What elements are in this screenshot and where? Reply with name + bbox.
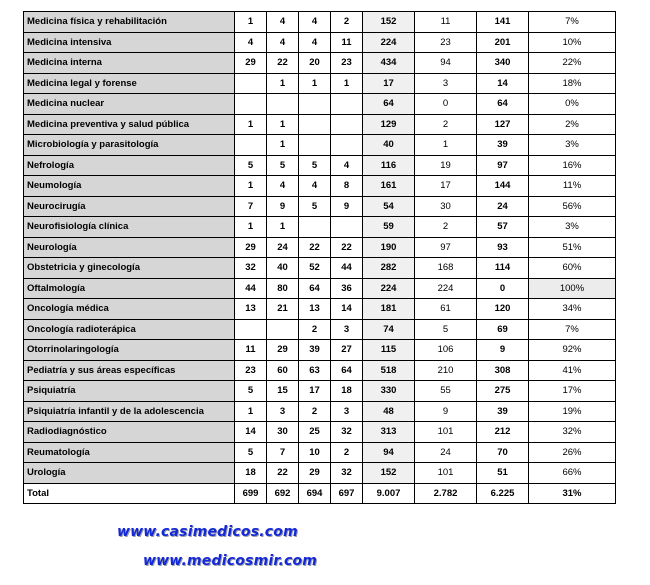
cell-col-5: 48	[363, 401, 415, 422]
cell-col-5: 161	[363, 176, 415, 197]
cell-col-6: 19	[415, 155, 477, 176]
cell-col-1	[235, 135, 267, 156]
cell-col-5: 94	[363, 442, 415, 463]
table-row	[24, 278, 616, 299]
cell-col-2: 9	[267, 196, 299, 217]
cell-col-1: 29	[235, 237, 267, 258]
cell-col-6: 0	[415, 94, 477, 115]
cell-col-1	[235, 73, 267, 94]
specialty-name: Psiquiatría infantil y de la adolescencia	[24, 401, 235, 422]
specialty-name: Nefrología	[24, 155, 235, 176]
cell-col-4: 44	[331, 258, 363, 279]
cell-col-8: 3%	[529, 217, 616, 238]
cell-col-7: 24	[477, 196, 529, 217]
cell-col-6: 30	[415, 196, 477, 217]
cell-col-2: 692	[267, 483, 299, 504]
cell-col-4: 64	[331, 360, 363, 381]
cell-col-4: 9	[331, 196, 363, 217]
cell-col-3: 22	[299, 237, 331, 258]
cell-col-3: 4	[299, 32, 331, 53]
cell-col-7: 51	[477, 463, 529, 484]
cell-col-8: 31%	[529, 483, 616, 504]
cell-col-2: 30	[267, 422, 299, 443]
cell-col-8: 92%	[529, 340, 616, 361]
cell-col-1: 1	[235, 12, 267, 33]
cell-col-3: 29	[299, 463, 331, 484]
cell-col-1: 1	[235, 114, 267, 135]
cell-col-8: 56%	[529, 196, 616, 217]
cell-col-4: 22	[331, 237, 363, 258]
cell-col-1: 14	[235, 422, 267, 443]
cell-col-6: 3	[415, 73, 477, 94]
table-row	[24, 176, 616, 197]
cell-col-8: 17%	[529, 381, 616, 402]
cell-col-3: 39	[299, 340, 331, 361]
cell-col-6: 5	[415, 319, 477, 340]
cell-col-7: 93	[477, 237, 529, 258]
cell-col-7: 70	[477, 442, 529, 463]
cell-col-4: 36	[331, 278, 363, 299]
cell-col-6: 97	[415, 237, 477, 258]
cell-col-4: 3	[331, 319, 363, 340]
cell-col-2: 60	[267, 360, 299, 381]
cell-col-8: 41%	[529, 360, 616, 381]
cell-col-8: 16%	[529, 155, 616, 176]
specialty-name: Pediatría y sus áreas específicas	[24, 360, 235, 381]
cell-col-4	[331, 135, 363, 156]
cell-col-2: 4	[267, 12, 299, 33]
specialty-name: Medicina física y rehabilitación	[24, 12, 235, 33]
cell-col-1: 29	[235, 53, 267, 74]
cell-col-2: 29	[267, 340, 299, 361]
cell-col-1: 4	[235, 32, 267, 53]
cell-col-3	[299, 114, 331, 135]
table-row	[24, 155, 616, 176]
cell-col-5: 116	[363, 155, 415, 176]
cell-col-5: 282	[363, 258, 415, 279]
cell-col-6: 2	[415, 217, 477, 238]
cell-col-7: 340	[477, 53, 529, 74]
cell-col-8: 66%	[529, 463, 616, 484]
cell-col-6: 9	[415, 401, 477, 422]
cell-col-2: 1	[267, 217, 299, 238]
cell-col-7: 120	[477, 299, 529, 320]
cell-col-3: 63	[299, 360, 331, 381]
cell-col-2: 5	[267, 155, 299, 176]
cell-col-8: 7%	[529, 12, 616, 33]
cell-col-3: 10	[299, 442, 331, 463]
cell-col-7: 114	[477, 258, 529, 279]
cell-col-7: 9	[477, 340, 529, 361]
table-row	[24, 340, 616, 361]
cell-col-5: 152	[363, 463, 415, 484]
table-row	[24, 463, 616, 484]
table-row	[24, 94, 616, 115]
cell-col-7: 39	[477, 135, 529, 156]
cell-col-7: 14	[477, 73, 529, 94]
cell-col-1: 1	[235, 217, 267, 238]
cell-col-6: 106	[415, 340, 477, 361]
cell-col-6: 101	[415, 463, 477, 484]
cell-col-2: 7	[267, 442, 299, 463]
cell-col-2: 22	[267, 463, 299, 484]
cell-col-1: 23	[235, 360, 267, 381]
cell-col-7: 144	[477, 176, 529, 197]
cell-col-2: 15	[267, 381, 299, 402]
cell-col-3: 64	[299, 278, 331, 299]
specialty-name: Oncología médica	[24, 299, 235, 320]
cell-col-2: 80	[267, 278, 299, 299]
cell-col-1: 699	[235, 483, 267, 504]
table-row	[24, 12, 616, 33]
cell-col-8: 11%	[529, 176, 616, 197]
cell-col-5: 115	[363, 340, 415, 361]
cell-col-8: 32%	[529, 422, 616, 443]
specialty-name: Medicina intensiva	[24, 32, 235, 53]
table-row	[24, 401, 616, 422]
specialty-name: Microbiología y parasitología	[24, 135, 235, 156]
cell-col-7: 0	[477, 278, 529, 299]
cell-col-3: 4	[299, 176, 331, 197]
cell-col-4: 4	[331, 155, 363, 176]
cell-col-8: 18%	[529, 73, 616, 94]
table-row	[24, 217, 616, 238]
specialty-name: Radiodiagnóstico	[24, 422, 235, 443]
cell-col-7: 97	[477, 155, 529, 176]
cell-col-3: 17	[299, 381, 331, 402]
cell-col-5: 152	[363, 12, 415, 33]
cell-col-8: 51%	[529, 237, 616, 258]
cell-col-7: 127	[477, 114, 529, 135]
specialty-name: Medicina interna	[24, 53, 235, 74]
specialty-name: Reumatología	[24, 442, 235, 463]
cell-col-4: 18	[331, 381, 363, 402]
cell-col-7: 308	[477, 360, 529, 381]
table-row	[24, 360, 616, 381]
cell-col-4: 11	[331, 32, 363, 53]
specialty-name: Neurofisiología clínica	[24, 217, 235, 238]
cell-col-6: 224	[415, 278, 477, 299]
cell-col-6: 17	[415, 176, 477, 197]
cell-col-2: 21	[267, 299, 299, 320]
cell-col-3: 25	[299, 422, 331, 443]
cell-col-1: 18	[235, 463, 267, 484]
watermark-medicosmir[interactable]: www.medicosmir.com	[143, 553, 318, 569]
table-row	[24, 258, 616, 279]
cell-col-4: 32	[331, 422, 363, 443]
cell-col-7: 6.225	[477, 483, 529, 504]
table-row	[24, 196, 616, 217]
cell-col-1: 1	[235, 401, 267, 422]
cell-col-4: 32	[331, 463, 363, 484]
cell-col-5: 190	[363, 237, 415, 258]
cell-col-6: 2.782	[415, 483, 477, 504]
cell-col-2: 40	[267, 258, 299, 279]
cell-col-4: 23	[331, 53, 363, 74]
table-row	[24, 237, 616, 258]
cell-col-8: 2%	[529, 114, 616, 135]
cell-col-1: 5	[235, 381, 267, 402]
specialty-name: Medicina preventiva y salud pública	[24, 114, 235, 135]
cell-col-6: 210	[415, 360, 477, 381]
cell-col-3: 2	[299, 401, 331, 422]
cell-col-1: 11	[235, 340, 267, 361]
cell-col-6: 24	[415, 442, 477, 463]
cell-col-8: 19%	[529, 401, 616, 422]
cell-col-4: 2	[331, 12, 363, 33]
cell-col-3: 13	[299, 299, 331, 320]
cell-col-3	[299, 135, 331, 156]
cell-col-4: 14	[331, 299, 363, 320]
cell-col-5: 74	[363, 319, 415, 340]
cell-col-2: 4	[267, 176, 299, 197]
cell-col-8: 100%	[529, 278, 616, 299]
table-row	[24, 319, 616, 340]
cell-col-5: 330	[363, 381, 415, 402]
table-row	[24, 73, 616, 94]
cell-col-6: 168	[415, 258, 477, 279]
watermark-casimedicos[interactable]: www.casimedicos.com	[117, 524, 298, 540]
cell-col-4: 697	[331, 483, 363, 504]
cell-col-3	[299, 217, 331, 238]
cell-col-5: 434	[363, 53, 415, 74]
cell-col-3: 694	[299, 483, 331, 504]
cell-col-5: 9.007	[363, 483, 415, 504]
cell-col-2: 1	[267, 114, 299, 135]
specialty-name: Neumología	[24, 176, 235, 197]
cell-col-3: 1	[299, 73, 331, 94]
cell-col-4: 8	[331, 176, 363, 197]
cell-col-3: 20	[299, 53, 331, 74]
cell-col-6: 94	[415, 53, 477, 74]
specialty-name: Oftalmología	[24, 278, 235, 299]
cell-col-1: 5	[235, 155, 267, 176]
cell-col-1: 1	[235, 176, 267, 197]
cell-col-5: 40	[363, 135, 415, 156]
specialty-name: Medicina legal y forense	[24, 73, 235, 94]
cell-col-2: 1	[267, 135, 299, 156]
cell-col-5: 518	[363, 360, 415, 381]
cell-col-8: 7%	[529, 319, 616, 340]
cell-col-3: 52	[299, 258, 331, 279]
cell-col-4	[331, 217, 363, 238]
specialties-table	[23, 11, 616, 504]
table-row	[24, 422, 616, 443]
cell-col-3: 5	[299, 196, 331, 217]
cell-col-3: 2	[299, 319, 331, 340]
specialty-name: Psiquiatría	[24, 381, 235, 402]
specialty-name: Oncología radioterápica	[24, 319, 235, 340]
cell-col-5: 59	[363, 217, 415, 238]
cell-col-8: 0%	[529, 94, 616, 115]
table-row	[24, 53, 616, 74]
cell-col-2: 22	[267, 53, 299, 74]
cell-col-1: 44	[235, 278, 267, 299]
specialty-name: Neurocirugía	[24, 196, 235, 217]
table-row	[24, 32, 616, 53]
specialty-name: Urología	[24, 463, 235, 484]
table-row	[24, 299, 616, 320]
cell-col-3	[299, 94, 331, 115]
table-row	[24, 381, 616, 402]
cell-col-7: 201	[477, 32, 529, 53]
cell-col-6: 61	[415, 299, 477, 320]
cell-col-8: 34%	[529, 299, 616, 320]
cell-col-5: 313	[363, 422, 415, 443]
cell-col-8: 3%	[529, 135, 616, 156]
cell-col-8: 22%	[529, 53, 616, 74]
cell-col-7: 39	[477, 401, 529, 422]
specialty-name: Otorrinolaringología	[24, 340, 235, 361]
cell-col-1: 32	[235, 258, 267, 279]
cell-col-4: 3	[331, 401, 363, 422]
cell-col-7: 69	[477, 319, 529, 340]
cell-col-4	[331, 94, 363, 115]
cell-col-2	[267, 319, 299, 340]
cell-col-6: 1	[415, 135, 477, 156]
cell-col-6: 55	[415, 381, 477, 402]
table-row	[24, 114, 616, 135]
cell-col-6: 23	[415, 32, 477, 53]
cell-col-2: 3	[267, 401, 299, 422]
cell-col-5: 224	[363, 32, 415, 53]
cell-col-5: 129	[363, 114, 415, 135]
cell-col-2: 1	[267, 73, 299, 94]
cell-col-1	[235, 319, 267, 340]
table-row	[24, 135, 616, 156]
cell-col-5: 224	[363, 278, 415, 299]
cell-col-3: 4	[299, 12, 331, 33]
cell-col-2: 24	[267, 237, 299, 258]
cell-col-5: 54	[363, 196, 415, 217]
cell-col-1	[235, 94, 267, 115]
table-row	[24, 442, 616, 463]
cell-col-8: 60%	[529, 258, 616, 279]
specialty-name: Obstetricia y ginecología	[24, 258, 235, 279]
cell-col-8: 26%	[529, 442, 616, 463]
cell-col-4	[331, 114, 363, 135]
cell-col-5: 64	[363, 94, 415, 115]
cell-col-5: 181	[363, 299, 415, 320]
cell-col-6: 11	[415, 12, 477, 33]
cell-col-7: 57	[477, 217, 529, 238]
cell-col-4: 27	[331, 340, 363, 361]
cell-col-7: 64	[477, 94, 529, 115]
cell-col-1: 13	[235, 299, 267, 320]
cell-col-4: 2	[331, 442, 363, 463]
cell-col-7: 141	[477, 12, 529, 33]
specialty-name: Neurología	[24, 237, 235, 258]
cell-col-4: 1	[331, 73, 363, 94]
cell-col-3: 5	[299, 155, 331, 176]
cell-col-6: 101	[415, 422, 477, 443]
cell-col-1: 5	[235, 442, 267, 463]
cell-col-5: 17	[363, 73, 415, 94]
specialty-name: Total	[24, 483, 235, 504]
cell-col-8: 10%	[529, 32, 616, 53]
total-row	[24, 483, 616, 504]
cell-col-2	[267, 94, 299, 115]
cell-col-7: 212	[477, 422, 529, 443]
cell-col-1: 7	[235, 196, 267, 217]
specialty-name: Medicina nuclear	[24, 94, 235, 115]
cell-col-6: 2	[415, 114, 477, 135]
cell-col-7: 275	[477, 381, 529, 402]
cell-col-2: 4	[267, 32, 299, 53]
